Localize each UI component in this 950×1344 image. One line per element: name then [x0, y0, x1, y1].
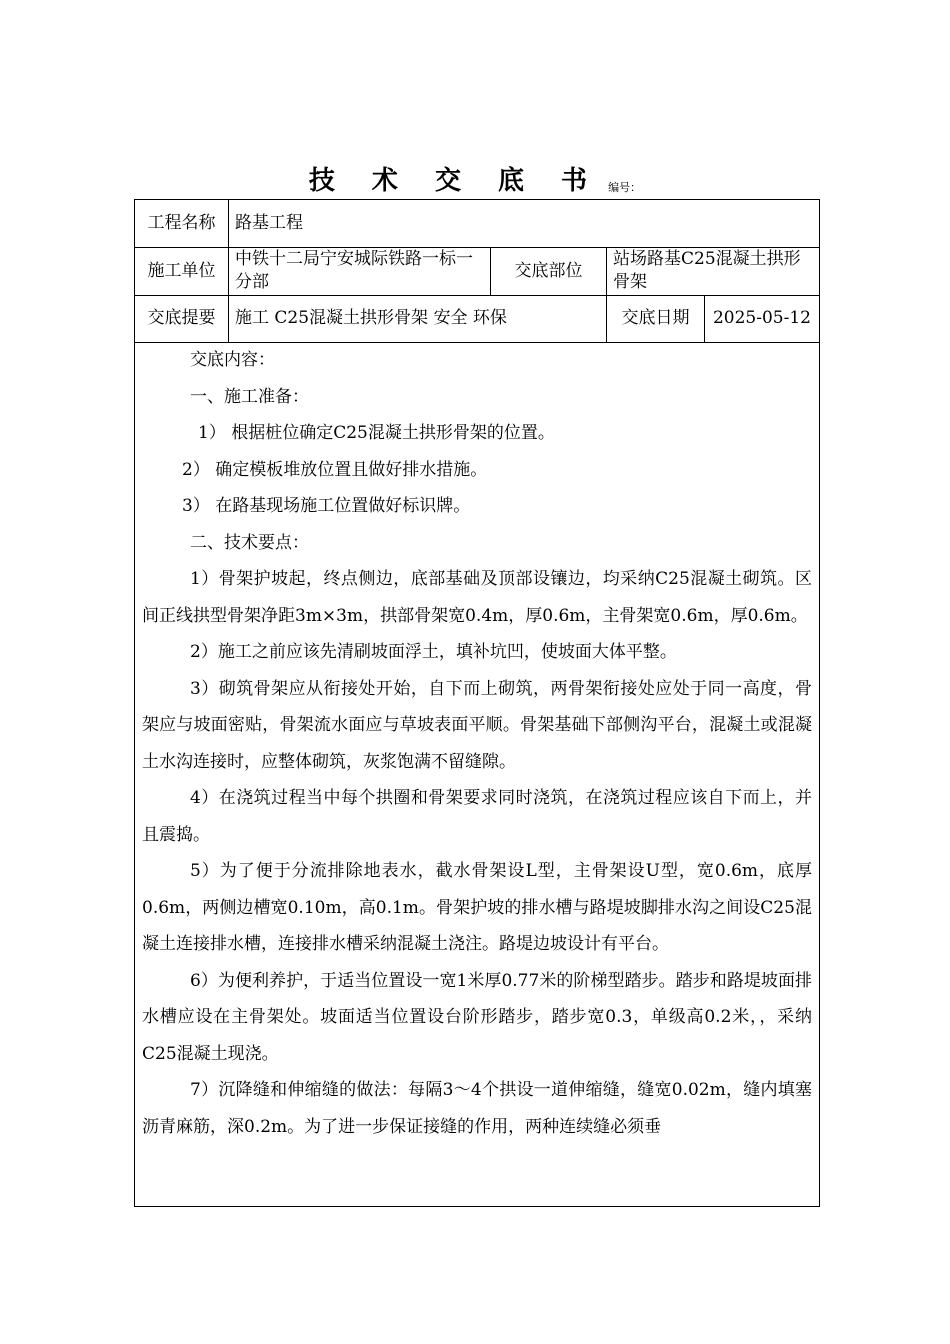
- summary-value: 施工 C25混凝土拱形骨架 安全 环保: [229, 295, 607, 342]
- project-label: 工程名称: [135, 200, 229, 247]
- tech-title: 二、技术要点：: [190, 532, 309, 553]
- prep-item-2: 2） 确定模板堆放位置且做好排水措施。: [182, 459, 488, 480]
- tech-para-5: 5）为了便于分流排除地表水，截水骨架设L型，主骨架设U型，宽0.6m，底厚0.6m，两侧边槽宽0.10m，高0.1m。骨架护坡的排水槽与路堤坡脚排水沟之间设C25混凝土连接排水槽，连接排水槽采纳混凝土浇注。路堤边坡设计有平台。: [142, 861, 812, 954]
- code-label: 编号：: [608, 181, 642, 194]
- summary-row: [135, 295, 819, 343]
- date-value: 2025-05-12: [712, 308, 811, 328]
- part-value: 站场路基C25混凝土拱形骨架: [613, 249, 801, 292]
- date-label: 交底日期: [607, 295, 705, 342]
- title-row: [0, 160, 950, 197]
- unit-label: 施工单位: [135, 247, 229, 295]
- tech-para-2: 2）施工之前应该先清刷坡面浮土，填补坑凹，使坡面大体平整。: [190, 642, 677, 662]
- content-heading: 交底内容：: [190, 350, 275, 370]
- prep-item-1: 1） 根据桩位确定C25混凝土拱形骨架的位置。: [198, 423, 555, 443]
- content-body: [142, 342, 812, 1145]
- project-value: 路基工程: [235, 213, 303, 233]
- unit-value: 中铁十二局宁安城际铁路一标一分部: [229, 247, 491, 295]
- part-label: 交底部位: [491, 247, 607, 295]
- summary-label: 交底提要: [135, 295, 229, 342]
- tech-para-4: 4）在浇筑过程当中每个拱圈和骨架要求同时浇筑，在浇筑过程应该自下而上，并且震捣。: [142, 788, 812, 845]
- prep-title: 一、施工准备：: [190, 386, 309, 407]
- tech-para-3: 3）砌筑骨架应从衔接处开始，自下而上砌筑，两骨架衔接处应处于同一高度，骨架应与坡面密贴，骨架流水面应与草坡表面平顺。骨架基础下部侧沟平台，混凝土或混凝土水沟连接时，应整体砌筑，灰浆饱满不留缝隙。: [142, 678, 812, 772]
- unit-row: [135, 247, 819, 296]
- project-row: [135, 200, 819, 248]
- prep-item-3: 3） 在路基现场施工位置做好标识牌。: [182, 496, 471, 516]
- document-title: 技 术 交 底 书: [308, 166, 602, 196]
- tech-para-6: 6）为便利养护，于适当位置设一宽1米厚0.77米的阶梯型踏步。踏步和路堤坡面排水槽应设在主骨架处。坡面适当位置设台阶形踏步，踏步宽0.3，单级高0.2米，，采纳C25混凝土现浇。: [142, 970, 812, 1064]
- tech-para-1: 1）骨架护坡起，终点侧边，底部基础及顶部设镶边，均采纳C25混凝土砌筑。区间正线拱型骨架净距3m×3m，拱部骨架宽0.4m，厚0.6m，主骨架宽0.6m，厚0.6m。: [142, 569, 812, 626]
- tech-para-7: 7）沉降缝和伸缩缝的做法：每隔3～4个拱设一道伸缩缝，缝宽0.02m，缝内填塞沥青麻筋，深0.2m。为了进一步保证接缝的作用，两种连续缝必须垂: [142, 1080, 812, 1137]
